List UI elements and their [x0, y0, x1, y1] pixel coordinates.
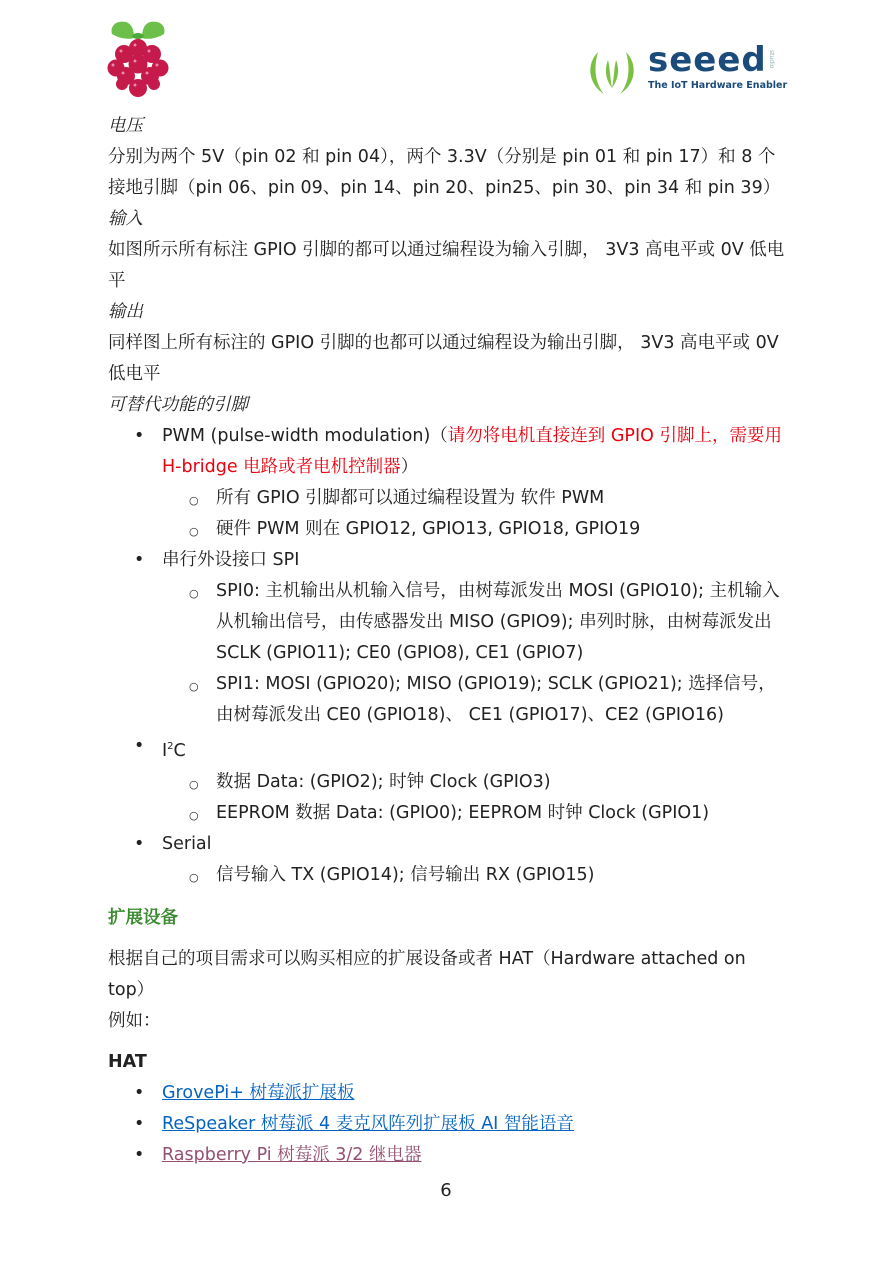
output-heading: 输出: [108, 302, 143, 322]
list-item: ○ SPI0: 主机输出从机输入信号，由树莓派发出 MOSI (GPIO10); 主机输入从机输出信号，由传感器发出 MISO (GPIO9); 串列时脉，由树莓派发出 SCLK (GPIO11); CE0 (GPIO8), CE1 (GPIO7): [162, 576, 788, 669]
pwm-sublist: [162, 483, 788, 545]
list-item: [108, 1140, 788, 1171]
list-item: ○ EEPROM 数据 Data: (GPIO0); EEPROM 时钟 Clock (GPIO1): [162, 798, 788, 829]
seeed-leaf-icon: [584, 44, 640, 98]
example-label: 例如：: [108, 1010, 161, 1031]
list-item-serial: [108, 829, 788, 891]
seeed-studio-label: studio: [768, 50, 775, 69]
seeed-logo: [584, 40, 788, 98]
pwm-close: ）: [400, 457, 419, 477]
list-item: ○ 信号输入 TX (GPIO14); 信号输出 RX (GPIO15): [162, 860, 788, 891]
list-item: [108, 1109, 788, 1140]
list-item-pwm: [108, 421, 788, 545]
i2c-label-pre: I: [162, 740, 168, 761]
seeed-wordmark: seeed: [648, 40, 767, 80]
list-item: ○ SPI1: MOSI (GPIO20); MISO (GPIO19); SCLK (GPIO21); 选择信号，由树莓派发出 CE0 (GPIO18)、 CE1 (GPIO17)、CE2 (GPIO16): [162, 669, 788, 731]
pwm-warning: 请勿将电机直接连到 GPIO 引脚上，需要用 H-bridge 电路或者电机控制器: [162, 426, 782, 477]
list-item-spi: [108, 545, 788, 731]
expansion-text: 根据自己的项目需求可以购买相应的扩展设备或者 HAT（Hardware attached on top）: [108, 948, 746, 1000]
list-item-i2c: [108, 731, 788, 829]
hat-links-list: [108, 1078, 788, 1171]
i2c-label-sup: 2: [167, 741, 174, 752]
output-text: 同样图上所有标注的 GPIO 引脚的也都可以通过编程设为输出引脚， 3V3 高电平或 0V 低电平: [108, 333, 779, 384]
seeed-tagline: The IoT Hardware Enabler: [648, 80, 788, 91]
page-number: 6: [440, 1180, 452, 1201]
input-heading: 输入: [108, 209, 143, 229]
i2c-label-post: C: [173, 740, 186, 761]
serial-label: Serial: [162, 833, 212, 854]
alt-functions-heading: 可替代功能的引脚: [108, 395, 248, 415]
expansion-heading: 扩展设备: [108, 907, 178, 928]
voltage-text: 分别为两个 5V（pin 02 和 pin 04），两个 3.3V（分别是 pin 01 和 pin 17）和 8 个接地引脚（pin 06、pin 09、pin 14、pin 20、pin25、pin 30、pin 34 和 pin 39）: [108, 147, 781, 198]
i2c-sublist: [162, 767, 788, 829]
spi-sublist: [162, 576, 788, 731]
voltage-heading: 电压: [108, 116, 143, 136]
grovepi-link[interactable]: GrovePi+ 树莓派扩展板: [162, 1082, 355, 1103]
serial-sublist: [162, 860, 788, 891]
relay-link[interactable]: Raspberry Pi 树莓派 3/2 继电器: [162, 1144, 422, 1165]
list-item: ○ 数据 Data: (GPIO2); 时钟 Clock (GPIO3): [162, 767, 788, 798]
main-content: [108, 111, 788, 1171]
list-item: ○ 硬件 PWM 则在 GPIO12, GPIO13, GPIO18, GPIO19: [162, 514, 788, 545]
list-item: [108, 1078, 788, 1109]
alt-functions-list: [108, 421, 788, 891]
input-text: 如图所示所有标注 GPIO 引脚的都可以通过编程设为输入引脚， 3V3 高电平或 0V 低电平: [108, 240, 785, 291]
hat-heading: HAT: [108, 1051, 147, 1072]
pwm-label: PWM (pulse-width modulation)（: [162, 426, 448, 446]
spi-label: 串行外设接口 SPI: [162, 550, 300, 570]
respeaker-link[interactable]: ReSpeaker 树莓派 4 麦克风阵列扩展板 AI 智能语音: [162, 1113, 574, 1134]
list-item: ○ 所有 GPIO 引脚都可以通过编程设置为 软件 PWM: [162, 483, 788, 514]
raspberry-pi-logo-icon: [104, 18, 172, 100]
